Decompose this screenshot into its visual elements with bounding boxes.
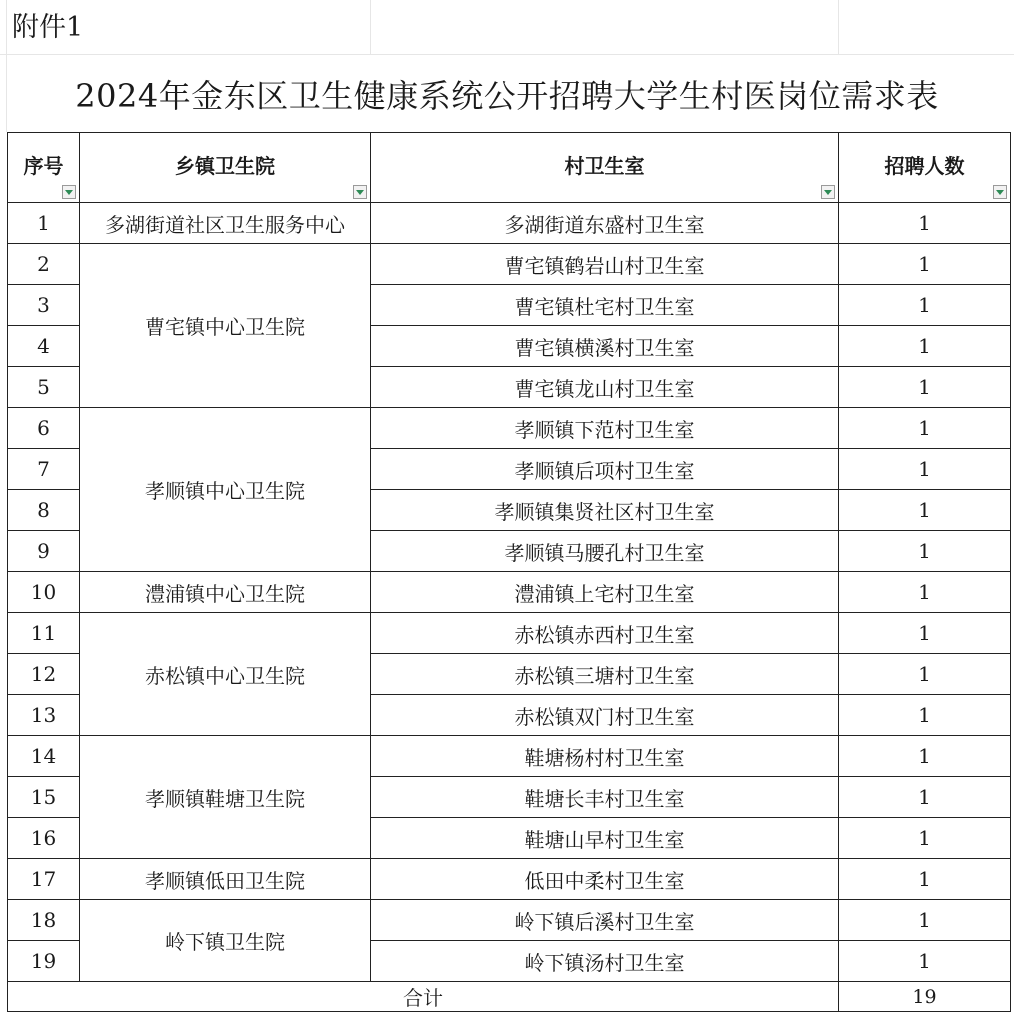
filter-dropdown-icon[interactable]	[62, 185, 76, 199]
cell-count: 1	[839, 408, 1011, 449]
cell-seq: 7	[8, 449, 80, 490]
cell-count: 1	[839, 285, 1011, 326]
cell-village: 赤松镇双门村卫生室	[371, 695, 839, 736]
bg-gridline	[370, 0, 371, 54]
cell-count: 1	[839, 572, 1011, 613]
header-row	[8, 133, 1011, 203]
total-label: 合计	[8, 982, 839, 1012]
cell-count: 1	[839, 490, 1011, 531]
cell-seq: 13	[8, 695, 80, 736]
cell-seq: 11	[8, 613, 80, 654]
cell-seq: 6	[8, 408, 80, 449]
cell-village: 鞋塘山早村卫生室	[371, 818, 839, 859]
bg-gridline	[0, 54, 1014, 55]
cell-village: 岭下镇后溪村卫生室	[371, 900, 839, 941]
cell-village: 曹宅镇龙山村卫生室	[371, 367, 839, 408]
cell-seq: 19	[8, 941, 80, 982]
cell-village: 孝顺镇马腰孔村卫生室	[371, 531, 839, 572]
cell-seq: 2	[8, 244, 80, 285]
cell-count: 1	[839, 941, 1011, 982]
total-value: 19	[839, 982, 1011, 1012]
cell-seq: 16	[8, 818, 80, 859]
cell-seq: 14	[8, 736, 80, 777]
cell-seq: 5	[8, 367, 80, 408]
cell-seq: 9	[8, 531, 80, 572]
cell-count: 1	[839, 818, 1011, 859]
cell-township: 曹宅镇中心卫生院	[80, 244, 371, 408]
cell-village: 岭下镇汤村卫生室	[371, 941, 839, 982]
bg-gridline	[838, 0, 839, 54]
cell-seq: 12	[8, 654, 80, 695]
page-title: 2024年金东区卫生健康系统公开招聘大学生村医岗位需求表	[75, 77, 939, 115]
cell-village: 孝顺镇下范村卫生室	[371, 408, 839, 449]
cell-village: 鞋塘杨村村卫生室	[371, 736, 839, 777]
cell-seq: 1	[8, 203, 80, 244]
cell-township: 孝顺镇低田卫生院	[80, 859, 371, 900]
table-row	[8, 572, 1011, 613]
cell-seq: 17	[8, 859, 80, 900]
table-row	[8, 203, 1011, 244]
header-count-label: 招聘人数	[884, 154, 965, 178]
cell-count: 1	[839, 326, 1011, 367]
filter-dropdown-icon[interactable]	[353, 185, 367, 199]
cell-seq: 18	[8, 900, 80, 941]
cell-count: 1	[839, 900, 1011, 941]
table-row	[8, 408, 1011, 449]
header-township	[80, 133, 371, 203]
header-seq-label: 序号	[23, 154, 64, 178]
cell-village: 曹宅镇杜宅村卫生室	[371, 285, 839, 326]
cell-township: 澧浦镇中心卫生院	[80, 572, 371, 613]
cell-seq: 3	[8, 285, 80, 326]
header-village	[371, 133, 839, 203]
table-row	[8, 244, 1011, 285]
header-seq	[8, 133, 80, 203]
cell-village: 曹宅镇横溪村卫生室	[371, 326, 839, 367]
total-row	[8, 982, 1011, 1012]
cell-township: 孝顺镇中心卫生院	[80, 408, 371, 572]
cell-seq: 4	[8, 326, 80, 367]
table-row	[8, 736, 1011, 777]
cell-township: 岭下镇卫生院	[80, 900, 371, 982]
filter-dropdown-icon[interactable]	[821, 185, 835, 199]
cell-count: 1	[839, 654, 1011, 695]
cell-village: 赤松镇赤西村卫生室	[371, 613, 839, 654]
cell-village: 澧浦镇上宅村卫生室	[371, 572, 839, 613]
cell-village: 孝顺镇后项村卫生室	[371, 449, 839, 490]
cell-count: 1	[839, 777, 1011, 818]
table-row	[8, 900, 1011, 941]
cell-seq: 8	[8, 490, 80, 531]
cell-count: 1	[839, 244, 1011, 285]
cell-township: 孝顺镇鞋塘卫生院	[80, 736, 371, 859]
cell-township: 赤松镇中心卫生院	[80, 613, 371, 736]
cell-count: 1	[839, 695, 1011, 736]
cell-count: 1	[839, 613, 1011, 654]
attachment-label: 附件1	[12, 12, 84, 43]
header-village-label: 村卫生室	[564, 154, 645, 178]
cell-village: 低田中柔村卫生室	[371, 859, 839, 900]
table-body	[8, 203, 1011, 982]
cell-count: 1	[839, 367, 1011, 408]
cell-seq: 10	[8, 572, 80, 613]
recruitment-table	[7, 132, 1011, 1012]
cell-village: 多湖街道东盛村卫生室	[371, 203, 839, 244]
table-row	[8, 613, 1011, 654]
cell-count: 1	[839, 736, 1011, 777]
filter-dropdown-icon[interactable]	[993, 185, 1007, 199]
cell-village: 鞋塘长丰村卫生室	[371, 777, 839, 818]
cell-count: 1	[839, 859, 1011, 900]
table-row	[8, 859, 1011, 900]
cell-township: 多湖街道社区卫生服务中心	[80, 203, 371, 244]
header-township-label: 乡镇卫生院	[175, 154, 275, 178]
cell-village: 曹宅镇鹤岩山村卫生室	[371, 244, 839, 285]
cell-count: 1	[839, 203, 1011, 244]
cell-count: 1	[839, 449, 1011, 490]
cell-count: 1	[839, 531, 1011, 572]
header-count	[839, 133, 1011, 203]
cell-village: 赤松镇三塘村卫生室	[371, 654, 839, 695]
cell-seq: 15	[8, 777, 80, 818]
cell-village: 孝顺镇集贤社区村卫生室	[371, 490, 839, 531]
